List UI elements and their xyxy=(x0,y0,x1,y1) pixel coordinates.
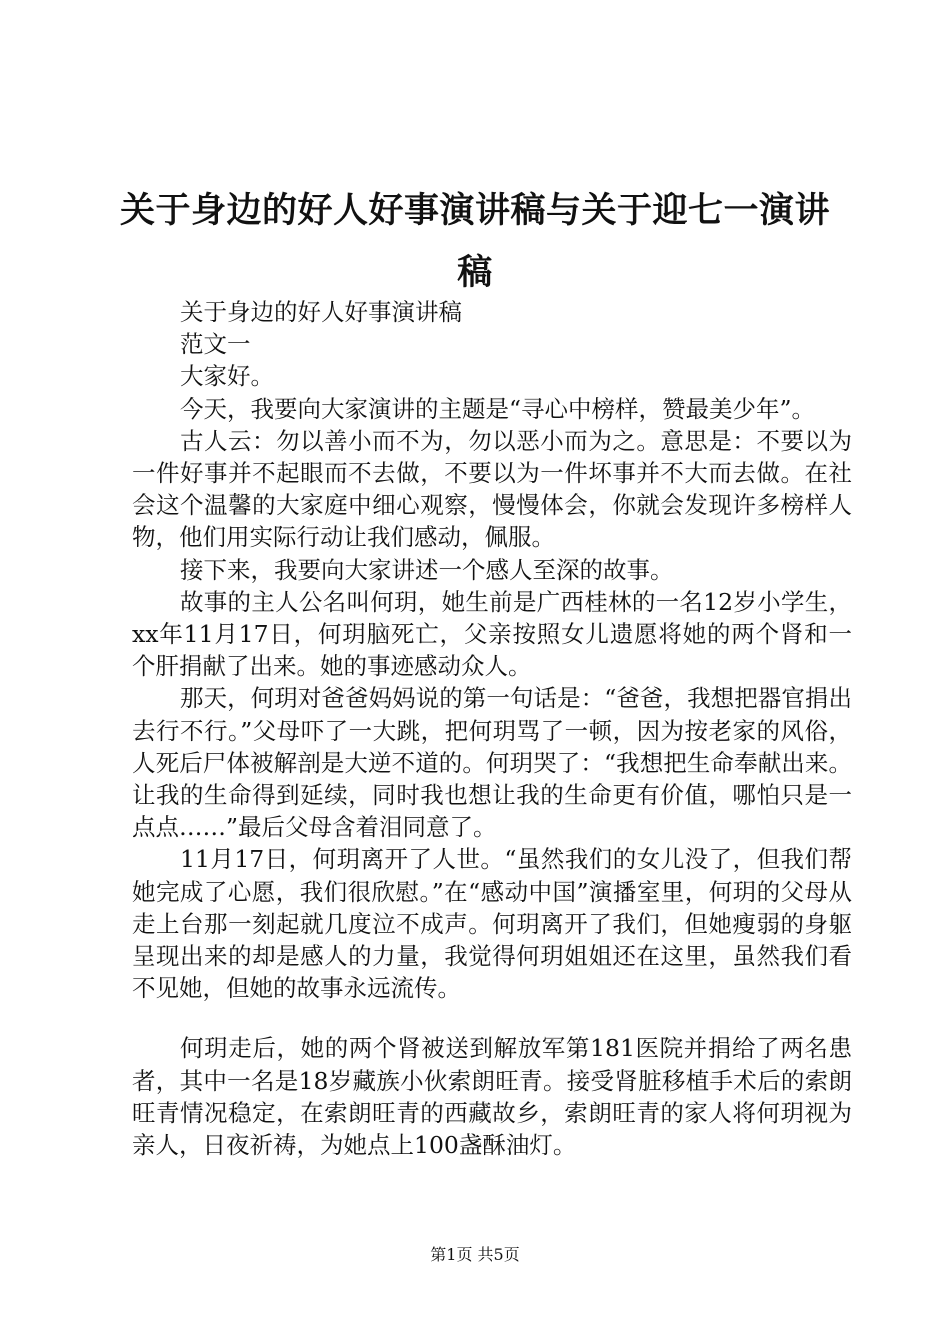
story-intro-paragraph: 故事的主人公名叫何玥，她生前是广西桂林的一名12岁小学生，xx年11月17日，何玥脑死亡，父亲按照女儿遗愿将她的两个肾和一个肝捐献了出来。她的事迹感动众人。 xyxy=(132,587,852,681)
transition-paragraph: 接下来，我要向大家讲述一个感人至深的故事。 xyxy=(180,555,674,584)
story-donation-paragraph: 何玥走后，她的两个肾被送到解放军第181医院并捐给了两名患者，其中一名是18岁藏族小伙索朗旺青。接受肾脏移植手术后的索朗旺青情况稳定，在索朗旺青的西藏故乡，索朗旺青的家人将何玥视为亲人，日夜祈祷，为她点上100盏酥油灯。 xyxy=(132,1034,852,1160)
sample-label: 范文一 xyxy=(180,330,251,359)
section-heading: 关于身边的好人好事演讲稿 xyxy=(180,298,462,326)
page-number: 第1页 共5页 xyxy=(430,1245,520,1264)
story-farewell-paragraph: 11月17日，何玥离开了人世。“虽然我们的女儿没了，但我们帮她完成了心愿，我们很欣慰。”在“感动中国”演播室里，何玥的父母从走上台那一刻起就几度泣不成声。何玥离开了我们，但她瘦弱的身躯呈现出来的却是感人的力量，我觉得何玥姐姐还在这里，虽然我们看不见她，但她的故事永远流传。 xyxy=(132,845,852,1003)
greeting-paragraph: 大家好。 xyxy=(180,362,274,391)
story-dialogue-paragraph: 那天，何玥对爸爸妈妈说的第一句话是：“爸爸，我想把器官捐出去行不行。”父母吓了一大跳，把何玥骂了一顿，因为按老家的风俗，人死后尸体被解剖是大逆不道的。何玥哭了：“我想把生命奉献出来。让我的生命得到延续，同时我也想让我的生命更有价值，哪怕只是一点点……”最后父母含着泪同意了。 xyxy=(132,684,852,842)
theme-paragraph: 今天，我要向大家演讲的主题是“寻心中榜样，赞最美少年”。 xyxy=(180,394,816,423)
proverb-paragraph: 古人云：勿以善小而不为，勿以恶小而为之。意思是：不要以为一件好事并不起眼而不去做，不要以为一件坏事并不大而去做。在社会这个温馨的大家庭中细心观察，慢慢体会，你就会发现许多榜样人物，他们用实际行动让我们感动，佩服。 xyxy=(132,426,852,552)
document-body xyxy=(132,296,852,1161)
document-title: 关于身边的好人好事演讲稿与关于迎七一演讲稿 xyxy=(119,190,830,293)
